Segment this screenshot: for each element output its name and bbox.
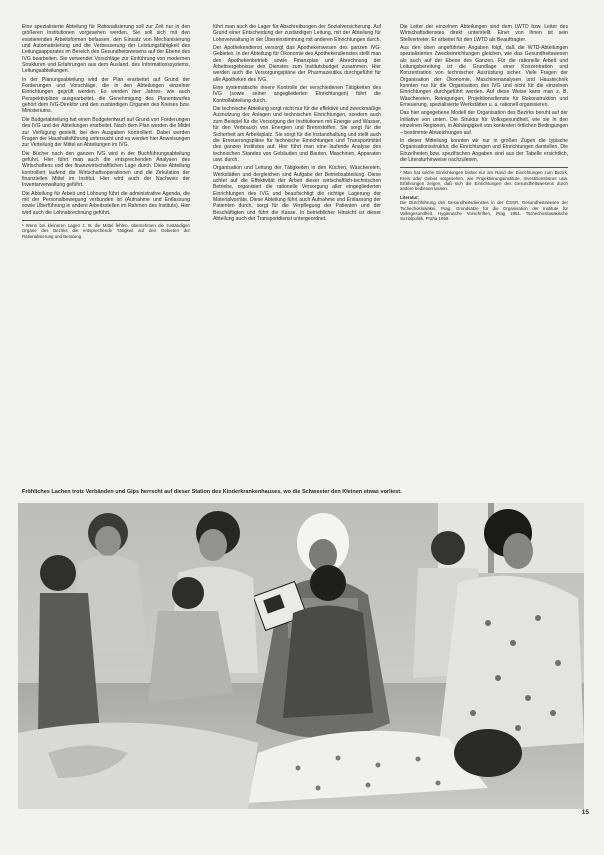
paragraph: Der Apothekendienst versorgt das Apothekenwesen des ganzen IVG-Gebietes. In der Abteilung für Ökonomie des Apothekendienstes stellt man den Apothekenbetrieb sowie Finanzplan und Abrechnung der Arbeitsergebnisse des Dienstes zum Institutsbudget zusammen. Hier werden auch die Versorgungspläne der Pharmazeutika durchgeführt für alle Apotheken des IVG. [213,45,381,83]
paragraph: In dieser Mitteilung konnten wir nur in großen Zügen die typische Organisationsstruktur, die Einrichtungen und Einrichtungen darstellen. Die Einzelheiten bzw. spezifischen Angaben sind aus der Tabelle ersichtlich, die Literaturhinweise nachzulesen. [400,137,568,163]
paragraph: Eine spezialisierte Abteilung für Rationalisierung soll zur Zeit nur in den größeren Institutionen vorgesehen werden. Sie soll sich mit den existierenden Arbeitsformen befassen, den Einsatz von Mechanisierung und Automatisierung und die Verbesserung der Leistungsfähigkeit des Leitungsapparates im Bereich des Gesundheitswesens auf der Ebene des IVG bearbeiten. Sie verwendet Vorschläge zur Einführung von modernen Strukturen und Erfahrungen aus dem Ausland. des Informationssystems, Leitungsabteilungen. [22,24,190,75]
paragraph: Organisation und Leitung der Tätigkeiten in den Küchen, Wäschereien, Werkstätten und dergleichen sind Aufgabe der Betriebsabteilung. Diese achtet auf die Effektivität der Arbeit dieser wirtschaftlich-technischen Betriebe, organisiert die rationelle Versorgung aller eingegliederten Einrichtungen des IVG und beaufsichtigt die richtige Lagerung der Materialvorräte. Diese Abteilung führt auch Aufnahme und Entlassung der Patienten durch, sorgt für die Verpflegung der Patienten und der Beschäftigten und führt die Kasse. In betrieblicher Hinsicht ist dieser Abteilung auch der Transportdienst untergeordnet. [213,165,381,222]
footnote: ² Man hat solche Einrichtungen bisher nur am Rand der Einrichtungen zum Bezirk, Kreis oder Gebiet vorgesehen, wie Projektierungsinstitute, Investitionsbüros usw. Erfahrungen zeigen, daß sich die Einrichtungen des Gesundheitswesens durch andere bedienen lassen. [400,167,568,192]
text-column-1 [22,24,190,484]
photo-caption: Fröhliches Lachen trotz Verbänden und Gips herrscht auf dieser Station des Kinderkrankenhauses, wo die Schwester den Kleinen etwas vorliest. [22,489,402,495]
paragraph: Die Leiter der einzelnen Abteilungen sind dem LWTD bzw. Leiter des Wirtschaftsdienstes direkt unterstellt. Einer von ihnen ist sein Stellvertreter. Er arbeitet für den LWTD als Beauftragter. [400,24,568,43]
paragraph: Die Budgetabteilung hat einen Budgetentwurf auf Grund von Forderungen des IVG und der Abteilungen erarbeitet. Nach dem Plan werden die Mittel zur Verfügung gestellt, bei den Ausgaben kontrolliert. Dabei werden Fragen der Haushaltsführung untersucht und es werden hier Anweisungen zur Verteilung der Mittel an Abteilungen im IVG. [22,116,190,149]
paragraph: Eine systematische innere Kontrolle der verschiedenen Tätigkeiten des IVG (sowie seiner angegliederten Einrichtungen) führt die Kontrollabteilung durch. [213,85,381,104]
literature-list: Die Durchführung des Gesundheitsdienstes in der ČSSR. Gesundheitswesen der Tschechoslowakei, Prag. Grundsätze für die Organisation der Institute für Volksgesundheit. Hygienische Vorschriften, Prag 1961. Tschechoslowakische Sozialpolitik, Praha 1959. [400,200,568,222]
photo-illustration [18,503,584,809]
photo-children-ward [18,503,584,809]
paragraph: führt man auch die Lager für Abschreibungen der Sozialversicherung. Auf Grund einer Entscheidung der zuständigen Leitung, mit der Abteilung für Lohnverwaltung in der Übereinstimmung mit anderen Einrichtungen durch. [213,24,381,43]
literature-heading: Literatur: [400,194,420,200]
paragraph: Aus den oben angeführten Angaben folgt, daß die WTD-Abteilungen spezialisierten Zweckeinrichtungen gleichen, wie das Gesundheitswesen als auch auf der Ebene des Ganzen. Für die rationelle Arbeit und Leitungsbereitung ist die Grundlage einer Konzentration und Konzentration von technischer Ausrüstung sicher. Viele Fragen der Organisation der Ökonomie, Maschinenanalysen und Haustechnik konnten nur für die Organisation des IVG und nicht für die einzelnen Einrichtungen durchgeführt werden. Auf diese Weise kann man z. B. Wäschereien, Reinigungen, Projektionsdienste für Rekonstruktion und Erneuerung, spezialisierte Werkstätten u. a. rationell organisieren. [400,45,568,109]
footnote: ¹ Wenn bei kleineren Lagen z. B. die Mittel fehlen, übernehmen die zuständigen Organe des Bezirks die entsprechende Tätigkeit auf den Gebieten der Rationalisierung und Beratung. [22,220,190,239]
page-number: 15 [581,809,589,816]
text-column-2 [213,24,381,494]
paragraph: In der Planungsabteilung wird der Plan erarbeitet auf Grund der Forderungen und Vorschläge, die in den Abteilungen einzelner Einrichtungen geprüft werden. Es werden hier Jahres- wie auch Perspektivpläne ausgearbeitet, die Genehmigung des Planentwurfes gehört dem IVG-Direktor und den zuständigen Organen des Kreises bzw. Ministeriums. [22,76,190,115]
paragraph: Die technische Abteilung sorgt nicht nur für die effektive und zweckmäßige Ausnutzung der Anlagen und technischen Einrichtungen, sondern auch zum Beispiel für die Versorgung der Institutionen mit Energie und Wasser, für den Verbrauch von Energien und Brennstoffen. Sie sorgt für die Sicherheit am Arbeitsplatz. Sie sorgt für die Instandhaltung und stellt auch die Erneuerungspläne für technische Einrichtungen und Transportmittel des ganzen Institutes auf. Hier führt man eine laufende Analyse des technischen Standes von Gebäuden und Bauten, Maschinen, Apparaten usw. durch. [213,106,381,163]
paragraph: Das hier angegebene Modell der Organisation des Bezirks beruht auf der Initiative von unten. Die Struktur für Volksgesundheit, wie sie in den einzelnen Regionen, in Abhängigkeit von konkreten örtlichen Bedingungen – bestimmte Abweichungen auf. [400,110,568,136]
text-column-3 [400,24,568,494]
paragraph: Die Abteilung für Arbeit und Löhnung führt die administrative Agenda, die mit der Personalbewegung verbunden ist (Aufnahme und Entlassung sowie Überführung in andere Arbeitsstellen im Rahmen des Instituts). Hier wird auch die Lohnabrechnung geführt. [22,190,190,216]
paragraph: Die Bücher nach den ganzen IVG wird in der Buchführungsabteilung geführt. Hier führt man auch die entsprechenden Analysen des Wirtschaftens und der finanzwirtschaftlichen Lage durch. Diese Abteilung kontrolliert laufend die Wirtschaftsoperationen und die Zirkulation der finanziellen Mittel im Institut. Hier wird auch der Nachweis der Inventarverwaltung geführt. [22,150,190,189]
